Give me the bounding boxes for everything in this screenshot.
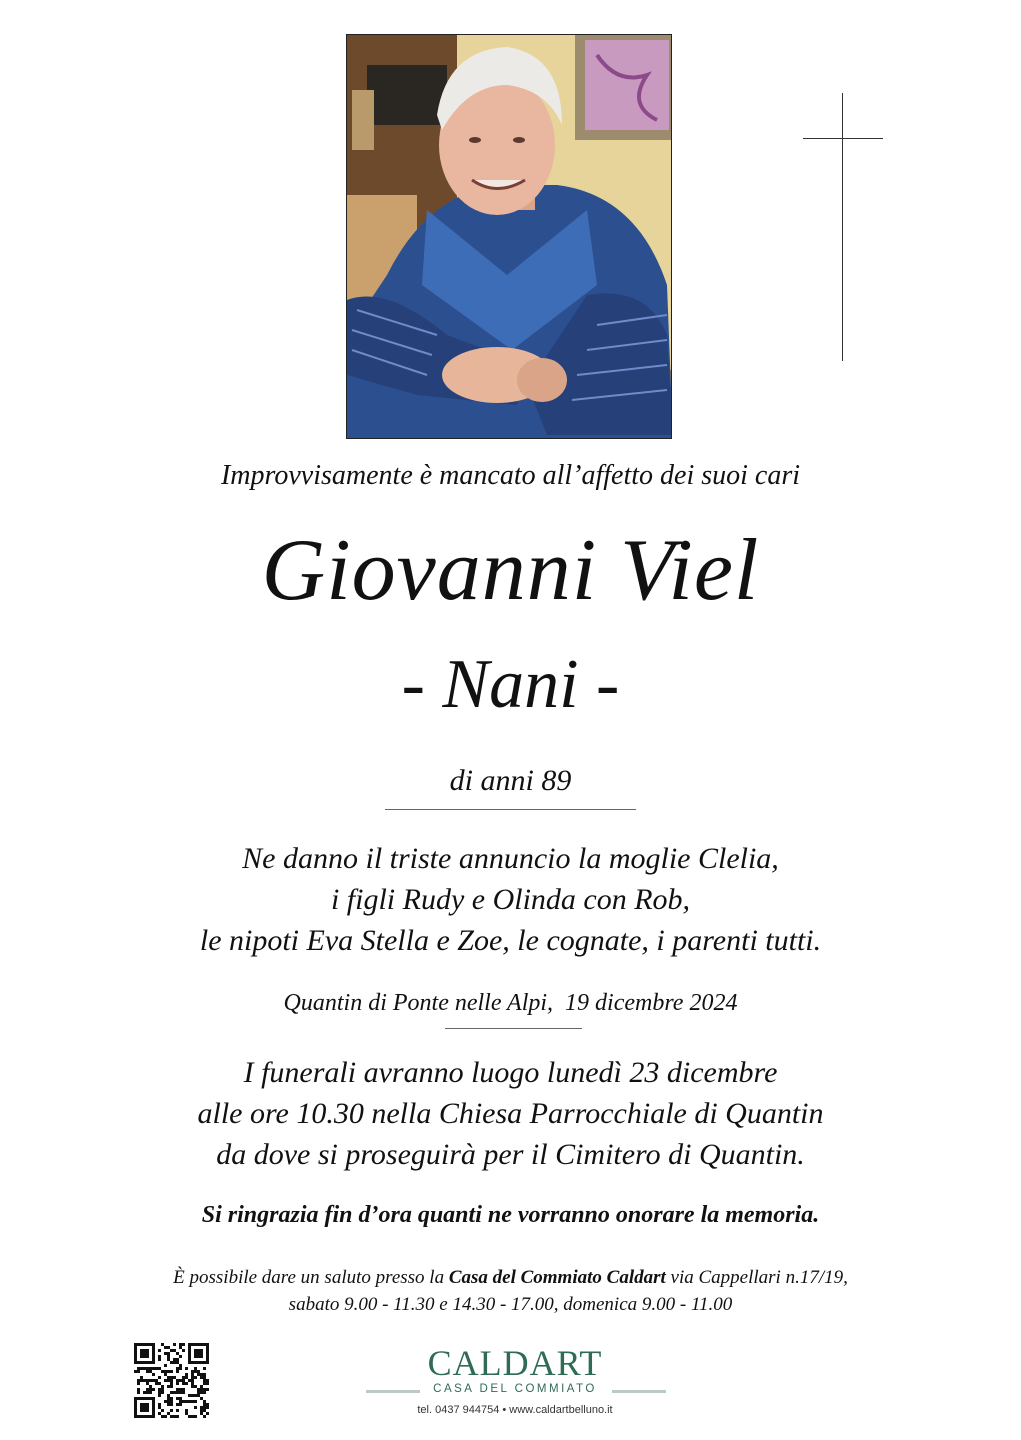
visit-prefix: È possibile dare un saluto presso la bbox=[173, 1267, 449, 1288]
logo-subtitle: CASA DEL COMMIATO bbox=[433, 1383, 597, 1395]
visit-hours: sabato 9.00 - 11.30 e 14.30 - 17.00, domenica 9.00 - 11.00 bbox=[288, 1294, 733, 1315]
announcement-line: le nipoti Eva Stella e Zoe, le cognate, i parenti tutti. bbox=[199, 924, 822, 957]
thanks-text: Si ringrazia fin d’ora quanti ne vorranno onorare la memoria. bbox=[201, 1202, 820, 1228]
announcement bbox=[0, 838, 1021, 961]
nickname: - Nani - bbox=[401, 646, 620, 723]
place-date: Quantin di Ponte nelle Alpi, 19 dicembre 2024 bbox=[283, 990, 738, 1016]
divider bbox=[445, 1028, 582, 1029]
cross-vertical-bar bbox=[842, 93, 843, 361]
announcement-line: Ne danno il triste annuncio la moglie Clelia, bbox=[242, 842, 779, 875]
announcement-line: i figli Rudy e Olinda con Rob, bbox=[330, 883, 691, 916]
portrait-photo bbox=[346, 34, 672, 439]
funeral-line: da dove si proseguirà per il Cimitero di Quantin. bbox=[216, 1138, 805, 1171]
cross-horizontal-bar bbox=[803, 138, 883, 139]
qr-code[interactable] bbox=[134, 1343, 209, 1418]
funeral-line: I funerali avranno luogo lunedì 23 dicembre bbox=[243, 1056, 778, 1089]
logo-contact: tel. 0437 944754 • www.caldartbelluno.it bbox=[417, 1404, 613, 1416]
visit-line bbox=[0, 1264, 1021, 1291]
visit-info bbox=[0, 1264, 1021, 1318]
logo-wordmark: CALDART bbox=[427, 1343, 603, 1383]
visit-suffix: via Cappellari n.17/19, bbox=[665, 1267, 848, 1288]
intro-text: Improvvisamente è mancato all’affetto dei suoi cari bbox=[220, 460, 801, 491]
funeral-line: alle ore 10.30 nella Chiesa Parrocchiale di Quantin bbox=[197, 1097, 824, 1130]
divider bbox=[385, 809, 636, 810]
visit-venue: Casa del Commiato Caldart bbox=[448, 1267, 666, 1288]
deceased-name: Giovanni Viel bbox=[261, 522, 760, 619]
age-text: di anni 89 bbox=[449, 764, 572, 797]
funeral-info bbox=[0, 1052, 1021, 1175]
